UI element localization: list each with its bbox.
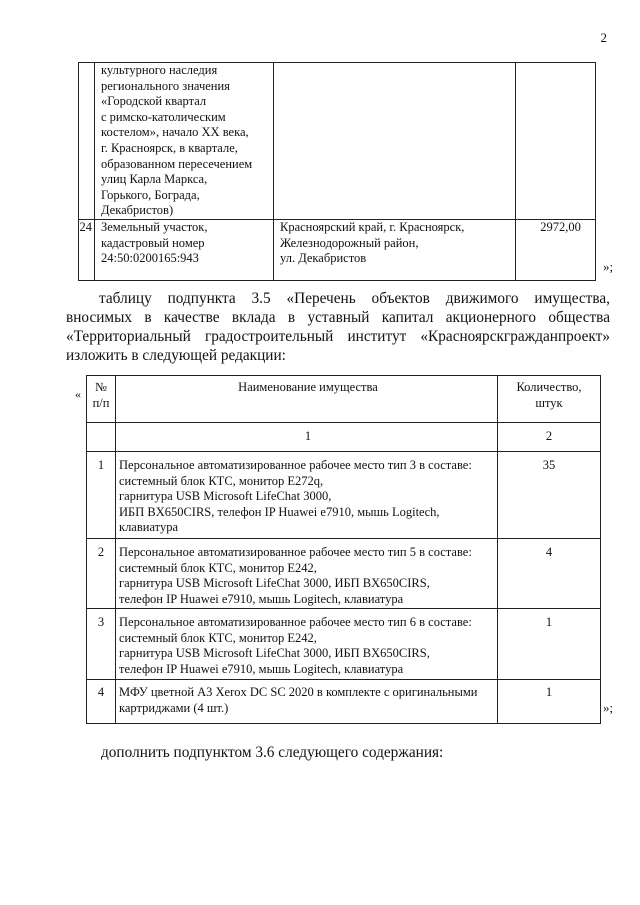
text-line: штук <box>535 395 563 410</box>
table-row <box>87 609 601 680</box>
text-line: культурного наследия <box>101 63 218 77</box>
header-qty <box>498 376 601 423</box>
object-area <box>516 63 596 220</box>
page-number: 2 <box>600 30 607 45</box>
text-line: системный блок КТС, монитор E272q, <box>119 473 324 488</box>
table-row <box>79 63 596 220</box>
row-number: 4 <box>87 680 116 724</box>
row-number <box>79 63 95 220</box>
text-line: Земельный участок, <box>101 219 208 234</box>
table-header <box>87 376 601 423</box>
object-address <box>274 219 516 280</box>
text-line: п/п <box>92 395 110 410</box>
subheader-name: 1 <box>116 423 498 452</box>
text-line: картриджами (4 шт.) <box>119 700 229 715</box>
text-line: таблицу подпункта 3.5 «Перечень объектов движимого имущества, <box>99 290 610 307</box>
object-name <box>95 219 274 280</box>
text-line: «Территориальный градостроительный институт «Красноярскгражданпроект» <box>66 328 610 345</box>
text-line: вносимых в качестве вклада в уставный капитал акционерного общества <box>66 309 610 326</box>
real-estate-table <box>78 62 596 281</box>
table-subheader <box>87 423 601 452</box>
row-number: 24 <box>79 219 95 280</box>
table-row <box>87 539 601 609</box>
item-qty: 35 <box>498 452 601 539</box>
subheader-qty: 2 <box>498 423 601 452</box>
text-line: регионального значения <box>101 78 230 93</box>
row-number: 3 <box>87 609 116 680</box>
text-line: телефон IP Huawei e7910, мышь Logitech, клавиатура <box>119 591 404 606</box>
text-line: ИБП BX650CIRS, телефон IP Huawei e7910, мышь Logitech, <box>119 504 440 519</box>
text-line: гарнитура USB Microsoft LifeChat 3000, <box>119 489 332 504</box>
item-name <box>116 539 498 609</box>
text-line: Красноярский край, г. Красноярск, <box>280 219 465 234</box>
text-line: ул. Декабристов <box>280 251 367 266</box>
movable-property-table <box>86 375 601 724</box>
text-line: костелом», начало XX века, <box>101 125 249 140</box>
object-area <box>516 219 596 280</box>
item-qty: 1 <box>498 680 601 724</box>
text-line: гарнитура USB Microsoft LifeChat 3000, ИБП BX650CIRS, <box>119 576 430 591</box>
paragraph-amendment <box>66 289 610 365</box>
text-line: № <box>95 380 107 394</box>
opening-quote: « <box>75 387 81 401</box>
closing-quote: »; <box>603 700 614 715</box>
table-row <box>87 452 601 539</box>
table-row <box>87 680 601 724</box>
text-line: образованном пересечением <box>101 156 253 171</box>
item-qty: 1 <box>498 609 601 680</box>
text-line: Персональное автоматизированное рабочее место тип 3 в составе: <box>119 458 472 472</box>
closing-quote: »; <box>603 259 614 274</box>
text-line: системный блок КТС, монитор E242, <box>119 560 317 575</box>
row-number: 2 <box>87 539 116 609</box>
object-name <box>95 63 274 220</box>
text-line: системный блок КТС, монитор E242, <box>119 630 317 645</box>
text-line: Горького, Бограда, <box>101 187 200 202</box>
item-qty: 4 <box>498 539 601 609</box>
text-line: 24:50:0200165:943 <box>101 251 199 266</box>
header-num <box>87 376 116 423</box>
object-address <box>274 63 516 220</box>
paragraph-addition: дополнить подпунктом 3.6 следующего содержания: <box>101 744 444 761</box>
text-line: Декабристов) <box>101 203 174 218</box>
text-line: с римско-католическим <box>101 109 226 124</box>
text-line: Персональное автоматизированное рабочее место тип 6 в составе: <box>119 615 472 629</box>
text-line: Количество, <box>516 380 582 394</box>
table-row <box>79 219 596 280</box>
text-line: кадастровый номер <box>101 235 205 250</box>
text-line: телефон IP Huawei e7910, мышь Logitech, клавиатура <box>119 661 404 676</box>
row-number: 1 <box>87 452 116 539</box>
item-name <box>116 452 498 539</box>
text-line: г. Красноярск, в квартале, <box>101 140 238 155</box>
text-line: клавиатура <box>119 520 179 535</box>
text-line: Персональное автоматизированное рабочее место тип 5 в составе: <box>119 545 472 559</box>
header-name: Наименование имущества <box>116 376 498 423</box>
text-line: Железнодорожный район, <box>280 235 419 250</box>
item-name <box>116 680 498 724</box>
text-line: улиц Карла Маркса, <box>101 172 208 187</box>
text-line: изложить в следующей редакции: <box>66 347 286 364</box>
text-line: МФУ цветной A3 Xerox DC SC 2020 в комплекте с оригинальными <box>119 685 478 699</box>
item-name <box>116 609 498 680</box>
text-line: гарнитура USB Microsoft LifeChat 3000, ИБП BX650CIRS, <box>119 646 430 661</box>
area-value: 2972,00 <box>540 219 581 234</box>
subheader-num <box>87 423 116 452</box>
text-line: «Городской квартал <box>101 94 207 109</box>
